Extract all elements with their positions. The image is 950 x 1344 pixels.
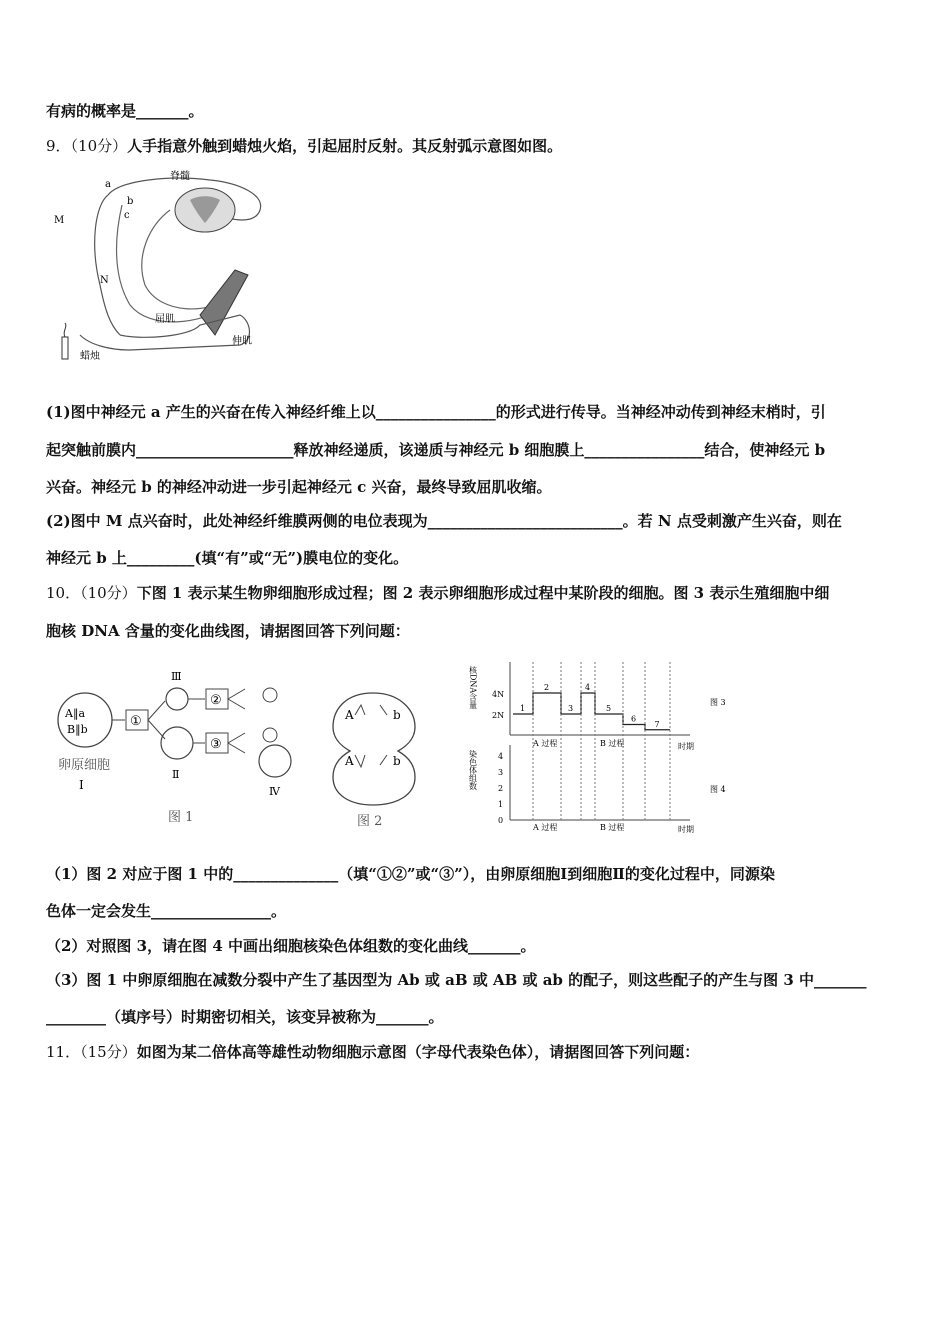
label-a: a xyxy=(105,179,111,190)
fig1-oogonium: 卵原细胞 xyxy=(58,758,111,773)
q9-number: 9．（10分） xyxy=(46,137,128,155)
q9-stem: 人手指意外触到蜡烛火焰，引起屈肘反射。其反射弧示意图如图。 xyxy=(127,137,563,155)
fig4-ytick: 2 xyxy=(498,784,504,793)
label-flexor: 屈肌 xyxy=(155,314,175,325)
fig3-ytick-2n: 2N xyxy=(492,711,505,720)
fig3-segment-label: 4 xyxy=(585,683,591,692)
fig3-segment-label: 1 xyxy=(520,704,526,713)
q11-stem: 如图为某二倍体高等雄性动物细胞示意图（字母代表染色体），请据图回答下列问题： xyxy=(136,1043,700,1061)
fig1-step2: ② xyxy=(210,693,222,708)
q10-number: 10．（10分） xyxy=(46,584,137,602)
fig4-ytick: 4 xyxy=(498,752,504,761)
fig3-ytick-4n: 4N xyxy=(492,690,505,699)
fig1-step3: ③ xyxy=(210,737,222,752)
fig4-ytick: 0 xyxy=(498,816,504,825)
fig4-xlabel: 时期 xyxy=(678,825,694,834)
fig3-phase-b: B 过程 xyxy=(600,739,625,748)
q9-part1-b: 起突触前膜内_____________________释放神经递质，该递质与神经元 b 细胞膜上________________结合，使神经元 b xyxy=(46,441,826,459)
fig3-segment-label: 3 xyxy=(568,704,574,713)
figure-1 xyxy=(55,665,305,830)
figure-3-chart xyxy=(468,662,726,751)
fig4-ytick: 3 xyxy=(498,768,504,777)
fig3-segment-label: 7 xyxy=(654,719,660,729)
fig3-dna-curve xyxy=(513,693,670,730)
fig3-segment-label: 5 xyxy=(606,704,612,713)
fig4-ylabel: 染色体组数 xyxy=(468,750,478,790)
label-b: b xyxy=(127,196,134,207)
fig1-cell-iii: Ⅲ xyxy=(171,670,182,683)
q9-part2-b: 神经元 b 上_________(填“有”或“无”)膜电位的变化。 xyxy=(46,549,409,567)
q11-number: 11．（15分） xyxy=(46,1043,137,1061)
q10-sub2: （2）对照图 3，请在图 4 中画出细胞核染色体组数的变化曲线_______。 xyxy=(46,937,536,955)
label-m: M xyxy=(54,215,65,226)
fig3-xlabel: 时期 xyxy=(678,742,694,751)
fig4-phase-a: A 过程 xyxy=(533,823,558,832)
fig3-title: 图 3 xyxy=(710,698,726,707)
fig2-bot-left: A xyxy=(345,754,354,768)
line-1: 有病的概率是_______。 xyxy=(46,102,204,120)
fig1-genes-bot: B‖b xyxy=(67,723,88,736)
fig2-top-left: A xyxy=(345,708,354,722)
q10-sub3-b: ________（填序号）时期密切相关，该变异被称为_______。 xyxy=(46,1008,444,1026)
fig3-phase-a: A 过程 xyxy=(533,739,558,748)
q10-stem: 下图 1 表示某生物卵细胞形成过程；图 2 表示卵细胞形成过程中某阶段的细胞。图 3 表示生殖细胞中细 xyxy=(136,584,830,602)
fig1-cell-iv: Ⅳ xyxy=(269,785,280,798)
q10-header xyxy=(46,583,829,603)
fig1-step1: ① xyxy=(130,714,142,729)
fig2-top-right: b xyxy=(393,708,401,722)
q9-part1-c: 兴奋。神经元 b 的神经冲动进一步引起神经元 c 兴奋，最终导致屈肌收缩。 xyxy=(46,478,552,496)
fig2-caption: 图 2 xyxy=(357,814,383,829)
label-extensor: 伸肌 xyxy=(232,336,252,347)
q9-part1-a: (1)图中神经元 a 产生的兴奋在传入神经纤维上以________________的形式进行传导。当神经冲动传到神经末梢时，引 xyxy=(46,403,826,421)
fig1-cell-ii: Ⅱ xyxy=(172,768,180,781)
candle-icon xyxy=(62,337,68,359)
label-spinal: 脊髓 xyxy=(170,171,190,182)
q9-part2-a: (2)图中 M 点兴奋时，此处神经纤维膜两侧的电位表现为__________________________。若 N 点受刺激产生兴奋，则在 xyxy=(46,512,842,530)
label-n: N xyxy=(100,275,109,286)
figure-3-4-charts xyxy=(465,650,745,835)
label-candle: 蜡烛 xyxy=(80,351,100,362)
q9-header xyxy=(46,136,562,156)
fig1-caption: 图 1 xyxy=(168,810,194,825)
fig4-title: 图 4 xyxy=(710,785,726,794)
q10-sub1-a: （1）图 2 对应于图 1 中的______________（填“①②”或“③”），由卵原细胞Ⅰ到细胞Ⅱ的变化过程中，同源染 xyxy=(46,865,775,883)
fig1-genes-top: A‖a xyxy=(65,707,86,720)
label-c: c xyxy=(124,210,130,221)
fig4-phase-b: B 过程 xyxy=(600,823,625,832)
q10-stem-2: 胞核 DNA 含量的变化曲线图，请据图回答下列问题： xyxy=(46,622,410,640)
reflex-arc-figure xyxy=(50,165,280,370)
fig2-bot-right: b xyxy=(393,754,401,768)
fig4-ytick: 1 xyxy=(498,800,504,809)
fig1-cell-i: Ⅰ xyxy=(79,778,84,792)
q10-sub3-a: （3）图 1 中卵原细胞在减数分裂中产生了基因型为 Ab 或 aB 或 AB 或 ab 的配子，则这些配子的产生与图 3 中_______ xyxy=(46,971,867,989)
q10-sub1-b: 色体一定会发生________________。 xyxy=(46,902,287,920)
fig3-ylabel: 核DNA含量 xyxy=(468,666,478,710)
fig3-segment-label: 2 xyxy=(544,683,550,692)
figure-2 xyxy=(325,685,425,830)
q11-header xyxy=(46,1042,699,1062)
fig3-segment-label: 6 xyxy=(631,714,637,724)
